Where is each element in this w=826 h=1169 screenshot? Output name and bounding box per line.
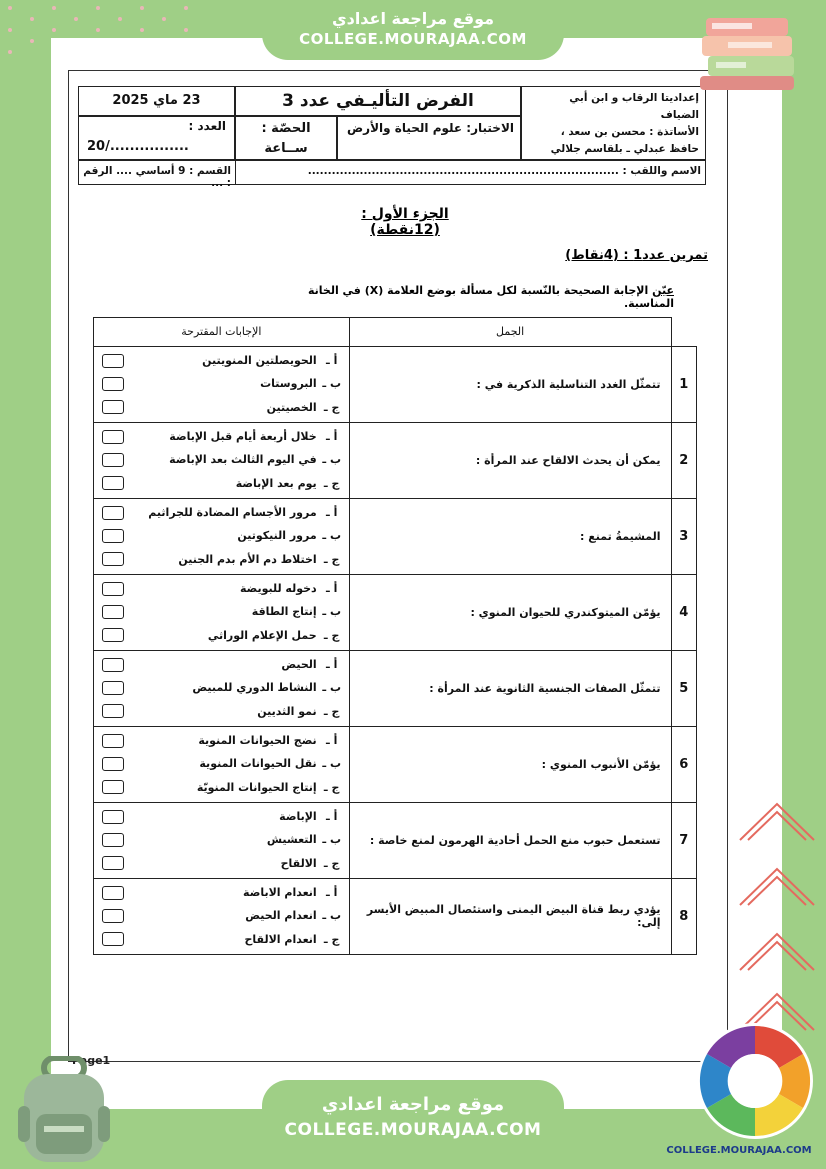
question-number: 2 — [671, 422, 696, 498]
answer-options — [94, 726, 350, 802]
option-text: نقل الحيوانات المنوية — [199, 757, 317, 771]
option-text: في اليوم الثالث بعد الإباضة — [169, 453, 317, 467]
option-text: الإباضة — [279, 810, 317, 824]
score-box[interactable] — [78, 116, 235, 160]
answer-option — [94, 601, 349, 623]
answer-checkbox[interactable] — [102, 909, 124, 923]
answer-checkbox[interactable] — [102, 780, 124, 794]
question-row — [94, 498, 697, 574]
option-text: نضج الحيوانات المنوية — [198, 734, 317, 748]
question-number: 1 — [671, 346, 696, 422]
instruction-text: الإجابة الصحيحة بالنّسبة لكل مسألة بوضع العلامة (X) في الخانة المناسبة. — [307, 284, 674, 310]
option-text: مرور الأجسام المضادة للجراثيم — [148, 506, 317, 520]
option-letter: أ ـ — [326, 658, 338, 672]
option-letter: ج ـ — [323, 780, 340, 794]
answer-option — [94, 525, 349, 547]
answer-options — [94, 878, 350, 954]
answer-checkbox[interactable] — [102, 704, 124, 718]
option-text: الالقاح — [280, 856, 317, 870]
answer-option — [94, 700, 349, 722]
answer-option — [94, 776, 349, 798]
part-title — [330, 206, 480, 238]
dot — [96, 28, 100, 32]
question-number: 4 — [671, 574, 696, 650]
site-banner-bottom[interactable] — [262, 1080, 564, 1169]
exam-title: الفرض التأليـفي عدد 3 — [235, 86, 521, 116]
dot — [140, 28, 144, 32]
answers-header: الإجابات المقترحة — [94, 318, 350, 347]
answer-checkbox[interactable] — [102, 506, 124, 520]
question-number: 8 — [671, 878, 696, 954]
option-letter: ب ـ — [322, 757, 342, 771]
answer-checkbox[interactable] — [102, 430, 124, 444]
dot — [184, 6, 188, 10]
answer-checkbox[interactable] — [102, 453, 124, 467]
option-text: التعشيش — [266, 833, 317, 847]
option-text: انعدام الالقاح — [244, 932, 317, 946]
question-number: 6 — [671, 726, 696, 802]
answer-option — [94, 426, 349, 448]
answer-option — [94, 548, 349, 570]
question-number: 5 — [671, 650, 696, 726]
option-text: حمل الإعلام الوراثي — [207, 628, 317, 642]
score-value[interactable]: 20/................ — [87, 139, 189, 154]
part-title-text: الجزء الأول : (12نقطة) — [361, 206, 449, 238]
question-sentence: تتمثّل الغدد التناسلية الذكرية في : — [349, 346, 671, 422]
dot — [74, 17, 78, 21]
site-name-arabic-bottom: موقع مراجعة اعدادي — [321, 1094, 505, 1115]
answer-option — [94, 829, 349, 851]
option-letter: ب ـ — [322, 833, 342, 847]
class-number-field[interactable]: القسم : 9 أساسي .... الرقم : ... — [83, 165, 231, 189]
answer-options — [94, 574, 350, 650]
page-number: Page1 — [72, 1054, 111, 1067]
exercise-title — [560, 248, 708, 263]
exam-date: 23 ماي 2025 — [78, 86, 235, 116]
option-letter: ب ـ — [322, 453, 342, 467]
option-text: مرور النيكوتين — [237, 529, 317, 543]
option-letter: ب ـ — [322, 605, 342, 619]
dot — [118, 17, 122, 21]
option-letter: ب ـ — [322, 909, 342, 923]
dot — [8, 50, 12, 54]
answer-checkbox[interactable] — [102, 856, 124, 870]
question-row — [94, 726, 697, 802]
teachers-line-2: حافظ عبدلي ـ بلقاسم جلالي — [550, 143, 699, 155]
site-url-bottom[interactable]: COLLEGE.MOURAJAA.COM — [284, 1120, 542, 1140]
backpack-icon — [14, 1056, 114, 1164]
session-value: ســاعة — [264, 141, 308, 156]
dot — [30, 39, 34, 43]
question-row — [94, 422, 697, 498]
answer-option — [94, 373, 349, 395]
answer-options — [94, 346, 350, 422]
option-text: الحويصلتين المنويتين — [202, 354, 317, 368]
option-letter: أ ـ — [326, 734, 338, 748]
college-logo-icon — [696, 1022, 814, 1140]
option-letter: أ ـ — [326, 430, 338, 444]
answer-checkbox[interactable] — [102, 552, 124, 566]
answer-checkbox[interactable] — [102, 582, 124, 596]
answer-checkbox[interactable] — [102, 354, 124, 368]
session-label: الحصّة : — [261, 121, 311, 136]
answer-options — [94, 498, 350, 574]
option-text: إنتاج الطاقة — [251, 605, 317, 619]
answer-option — [94, 472, 349, 494]
question-sentence: المشيمةُ تمنع : — [349, 498, 671, 574]
question-row — [94, 802, 697, 878]
dot — [140, 6, 144, 10]
answer-checkbox[interactable] — [102, 529, 124, 543]
answer-option — [94, 578, 349, 600]
answer-checkbox[interactable] — [102, 734, 124, 748]
answer-checkbox[interactable] — [102, 932, 124, 946]
answer-option — [94, 730, 349, 752]
question-sentence: يؤدي ربط قناة البيض اليمنى واستئصال المبيض الأيسر إلى: — [349, 878, 671, 954]
question-row — [94, 346, 697, 422]
question-number: 3 — [671, 498, 696, 574]
answer-checkbox[interactable] — [102, 605, 124, 619]
option-letter: أ ـ — [326, 354, 338, 368]
mcq-table — [93, 317, 697, 955]
option-letter: ج ـ — [323, 552, 340, 566]
answer-option — [94, 753, 349, 775]
answer-checkbox[interactable] — [102, 658, 124, 672]
instruction-verb: عيّن — [652, 284, 674, 297]
college-logo-text: COLLEGE.MOURAJAA.COM — [666, 1145, 812, 1156]
school-info — [521, 86, 706, 160]
dot — [8, 6, 12, 10]
site-banner-top[interactable] — [262, 0, 564, 60]
chevron-decoration-icon — [732, 790, 822, 1040]
question-row — [94, 878, 697, 954]
site-url[interactable]: COLLEGE.MOURAJAA.COM — [299, 30, 527, 48]
option-letter: ب ـ — [322, 681, 342, 695]
option-letter: ج ـ — [323, 628, 340, 642]
score-label: العدد : — [188, 119, 226, 133]
answer-option — [94, 806, 349, 828]
question-number: 7 — [671, 802, 696, 878]
option-text: الخصيتين — [266, 400, 317, 414]
answer-checkbox[interactable] — [102, 681, 124, 695]
student-info-row[interactable] — [78, 160, 706, 189]
answer-option — [94, 350, 349, 372]
option-text: يوم بعد الإباضة — [235, 476, 317, 490]
option-letter: ج ـ — [323, 400, 340, 414]
sentences-header: الجمل — [349, 318, 671, 347]
answer-option — [94, 928, 349, 950]
exam-subject: الاختبار: علوم الحياة والأرض — [337, 116, 521, 160]
answer-option — [94, 624, 349, 646]
option-letter: أ ـ — [326, 810, 338, 824]
answer-option — [94, 677, 349, 699]
dot — [52, 6, 56, 10]
option-text: دخوله للبويضة — [239, 582, 317, 596]
exercise-instruction — [300, 284, 674, 310]
option-text: الحيض — [281, 658, 317, 672]
dot — [162, 17, 166, 21]
dot — [184, 28, 188, 32]
answer-checkbox[interactable] — [102, 628, 124, 642]
question-sentence: يمكن أن يحدث الالقاح عند المرأة : — [349, 422, 671, 498]
exercise-title-text: تمرين عدد1 : (4نقاط) — [565, 248, 708, 263]
option-letter: أ ـ — [326, 886, 338, 900]
answer-checkbox[interactable] — [102, 400, 124, 414]
answer-options — [94, 650, 350, 726]
option-letter: ج ـ — [323, 856, 340, 870]
option-text: نمو الثديين — [257, 704, 317, 718]
question-sentence: تتمثّل الصفات الجنسية الثانوية عند المرأة : — [349, 650, 671, 726]
number-header — [671, 318, 696, 347]
student-name-field[interactable]: الاسم واللقب : .............................................................................. — [235, 161, 705, 184]
site-name-arabic: موقع مراجعة اعدادي — [331, 9, 495, 28]
option-letter: أ ـ — [326, 506, 338, 520]
option-text: انعدام الحيض — [245, 909, 317, 923]
dot — [8, 28, 12, 32]
option-letter: ج ـ — [323, 476, 340, 490]
answer-options — [94, 802, 350, 878]
answer-option — [94, 905, 349, 927]
session-box — [235, 116, 337, 160]
dot — [96, 6, 100, 10]
option-letter: ج ـ — [323, 932, 340, 946]
option-text: اختلاط دم الأم بدم الجنين — [178, 552, 317, 566]
answer-option — [94, 396, 349, 418]
answer-option — [94, 654, 349, 676]
dot — [30, 17, 34, 21]
question-sentence: تستعمل حبوب منع الحمل أحادية الهرمون لمنع خاصة : — [349, 802, 671, 878]
option-text: انعدام الاباضة — [243, 886, 317, 900]
option-letter: أ ـ — [326, 582, 338, 596]
option-text: خلال أربعة أيام قبل الإباضة — [169, 430, 317, 444]
answer-options — [94, 422, 350, 498]
answer-option — [94, 852, 349, 874]
question-row — [94, 574, 697, 650]
question-row — [94, 650, 697, 726]
question-sentence: يؤمّن الأنبوب المنوي : — [349, 726, 671, 802]
answer-option — [94, 882, 349, 904]
option-text: إنتاج الحيوانات المنويّة — [196, 780, 317, 794]
question-sentence: يؤمّن الميتوكندري للحيوان المنوي : — [349, 574, 671, 650]
option-letter: ب ـ — [322, 377, 342, 391]
answer-checkbox[interactable] — [102, 377, 124, 391]
answer-option — [94, 449, 349, 471]
teachers-line-1: الأساتذة : محسن بن سعد ، — [560, 126, 699, 138]
answer-checkbox[interactable] — [102, 476, 124, 490]
option-text: البروستات — [260, 377, 317, 391]
dot — [52, 28, 56, 32]
books-icon — [698, 14, 802, 92]
answer-checkbox[interactable] — [102, 886, 124, 900]
school-name: إعداديتا الرقاب و ابن أبي الضياف — [569, 92, 699, 121]
option-letter: ج ـ — [323, 704, 340, 718]
option-letter: ب ـ — [322, 529, 342, 543]
answer-checkbox[interactable] — [102, 757, 124, 771]
answer-checkbox[interactable] — [102, 833, 124, 847]
answer-checkbox[interactable] — [102, 810, 124, 824]
option-text: النشاط الدوري للمبيض — [192, 681, 317, 695]
answer-option — [94, 502, 349, 524]
